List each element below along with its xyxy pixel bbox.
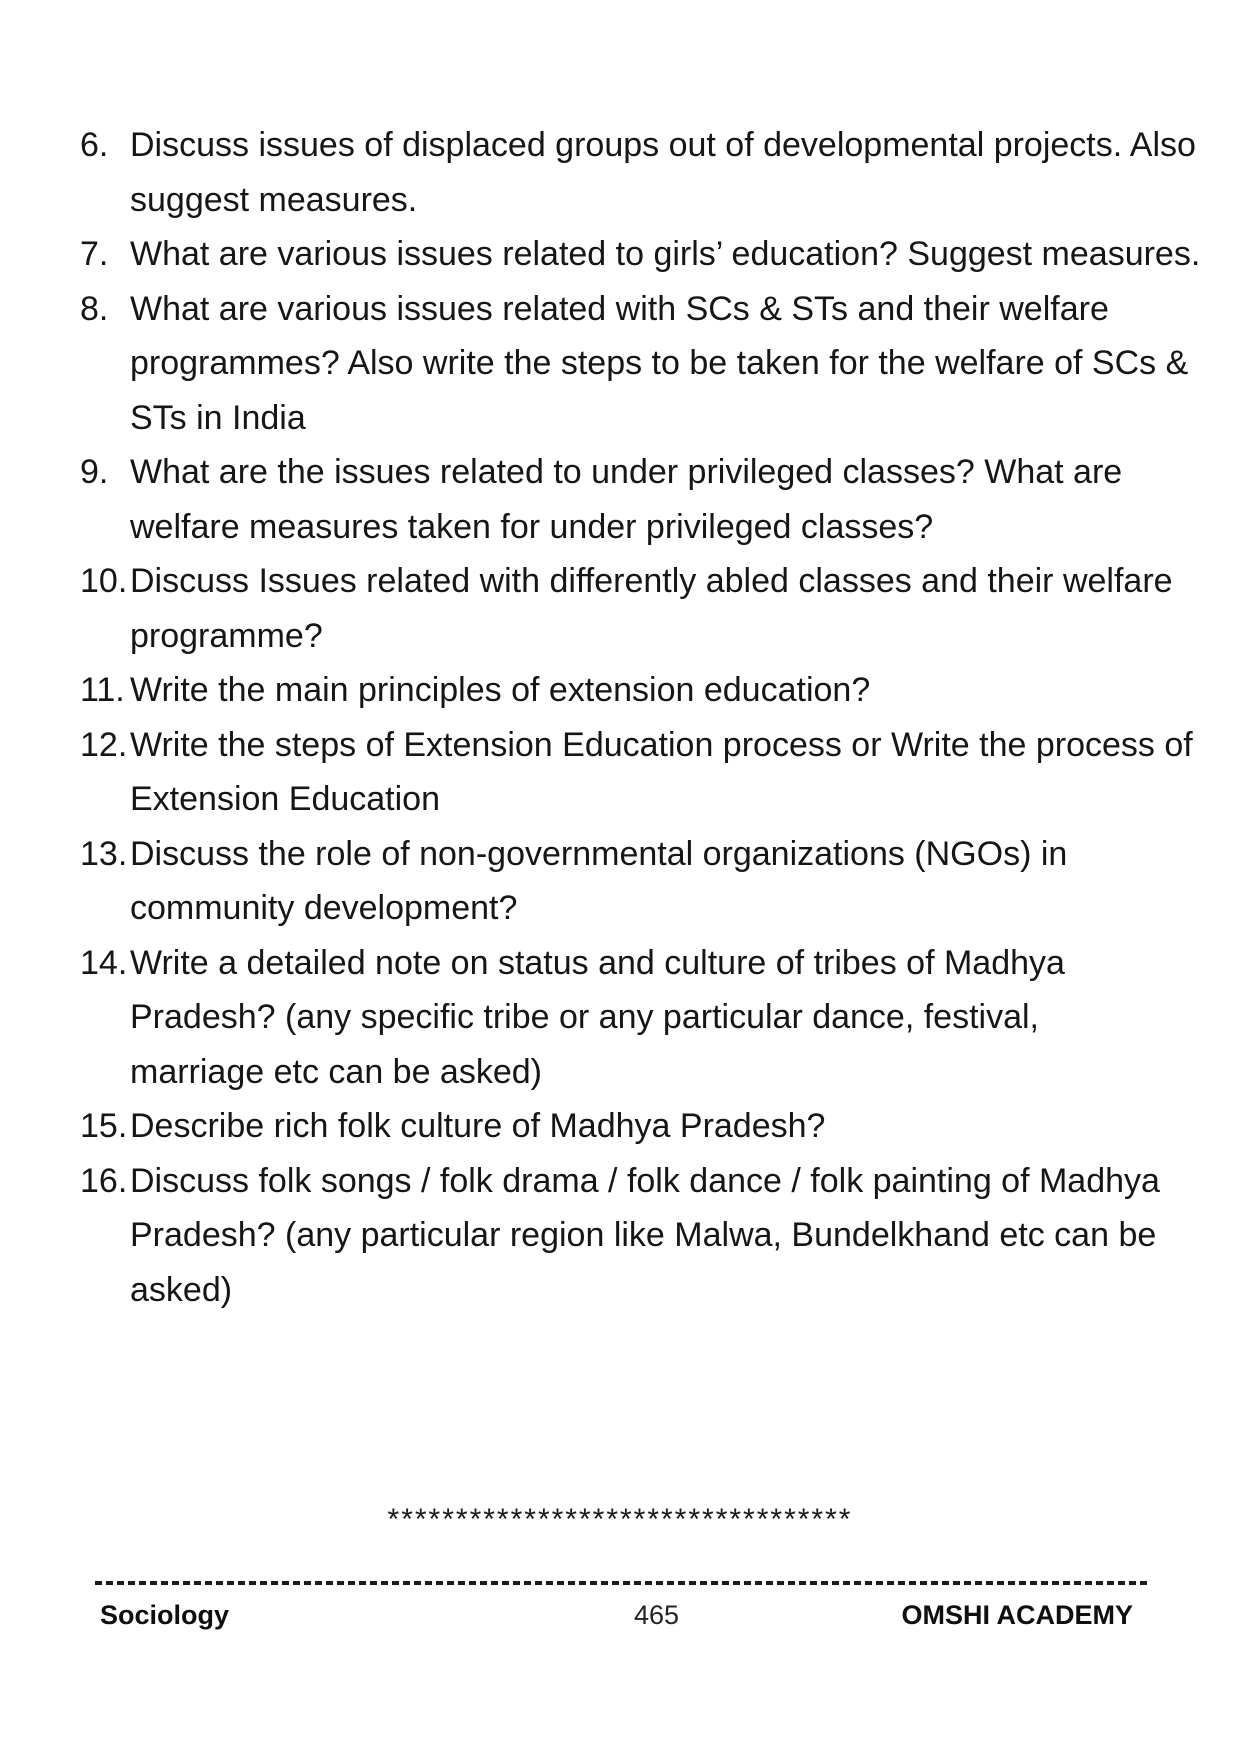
question-number: 13. [80,834,128,873]
question-item [80,936,1240,1100]
footer-page-number: 465 [633,1600,680,1630]
question-item [80,227,1240,282]
question-number: 12. [80,725,128,764]
question-number: 10. [80,562,128,600]
question-item [80,445,1240,554]
question-text: What are various issues related with SCs & STs and their welfare programmes? Also write the steps to be taken for the welfare of SCs & STs in India [130,289,1189,437]
page-footer [100,1598,1133,1632]
question-item [80,1154,1240,1318]
footer-subject: Sociology [100,1600,230,1630]
question-item [80,827,1240,936]
question-text: What are various issues related to girls’ education? Suggest measures. [130,235,1201,273]
question-item [80,282,1240,446]
question-item [80,118,1240,227]
question-number: 8. [80,289,109,328]
question-text: Write the main principles of extension education? [130,671,871,709]
question-number: 11. [80,671,125,709]
question-number: 6. [80,126,109,164]
footer-dashed-divider [95,1581,1147,1585]
question-text: Discuss the role of non-governmental organizations (NGOs) in community development? [130,834,1068,927]
question-number: 16. [80,1161,128,1200]
question-item [80,1099,1240,1154]
question-item [80,554,1240,663]
section-end-asterisks: ********************************** [387,1503,853,1536]
question-number: 7. [80,235,109,273]
footer-institution: OMSHI ACADEMY [901,1600,1133,1630]
question-item [80,663,1240,718]
question-text: Describe rich folk culture of Madhya Pradesh? [130,1107,826,1145]
question-number: 14. [80,943,128,982]
question-text: Discuss Issues related with differently abled classes and their welfare programme? [130,562,1173,655]
question-text: Discuss folk songs / folk drama / folk dance / folk painting of Madhya Pradesh? (any particular region like Malwa, Bundelkhand etc can be asked) [130,1161,1160,1309]
question-text: Write the steps of Extension Education process or Write the process of Extension Education [130,725,1193,818]
question-number: 15. [80,1107,128,1145]
question-text: What are the issues related to under privileged classes? What are welfare measures taken for under privileged classes? [130,453,1123,546]
question-item [80,718,1240,827]
question-number: 9. [80,453,109,491]
question-text: Write a detailed note on status and culture of tribes of Madhya Pradesh? (any specific tribe or any particular dance, festival, marriage etc can be asked) [130,943,1065,1091]
question-text: Discuss issues of displaced groups out of developmental projects. Also suggest measures. [130,126,1196,219]
